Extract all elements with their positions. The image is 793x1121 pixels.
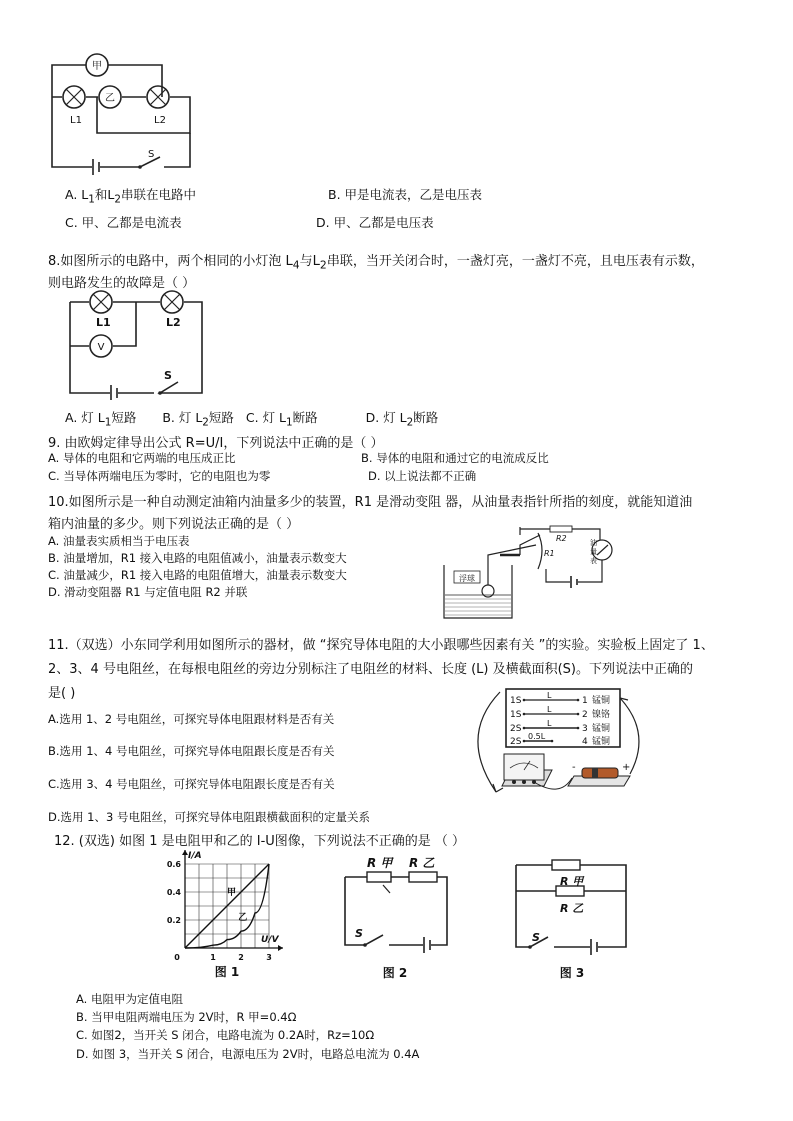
q8-option-a[interactable]: [65, 410, 137, 429]
resistor-r2: [550, 526, 572, 532]
svg-text:4: 4: [582, 737, 588, 747]
svg-text:锰铜: 锰铜: [592, 696, 611, 706]
lamp-l2: [147, 86, 169, 126]
q10-oil-gauge-diagram: [440, 525, 630, 625]
ammeter-jia: [86, 54, 108, 76]
q8-a-post: 短路: [111, 410, 137, 425]
svg-text:0.5L: 0.5L: [528, 732, 546, 741]
q11-option-c[interactable]: C.选用 3、4 号电阻丝，可探究导体电阻跟长度是否有关: [48, 777, 335, 791]
q10-stem-line1: 10.如图所示是一种自动测定油箱内油量多少的装置，R1 是滑动变阻 器，从油量表指针所指的刻度，就能知道油: [48, 495, 693, 510]
svg-text:镍铬: 镍铬: [592, 710, 611, 720]
q8-a-pre: A. 灯 L: [65, 410, 105, 425]
q8-c-pre: C. 灯 L: [245, 410, 287, 425]
q11-stem-line3: 是( ): [48, 686, 76, 701]
q11-experiment-board: [470, 688, 650, 803]
svg-text:1S: 1S: [510, 696, 522, 706]
svg-text:锰铜: 锰铜: [592, 737, 611, 747]
svg-text:+: +: [622, 762, 631, 773]
series-label: 甲: [227, 887, 237, 898]
x-axis-label: U/V: [261, 935, 279, 945]
switch-s: [158, 369, 172, 395]
q7-option-a-sub2: 2: [114, 193, 121, 206]
svg-text:表: 表: [590, 557, 597, 565]
svg-text:-: -: [572, 762, 576, 773]
q9-option-d[interactable]: D. 以上说法都不正确: [368, 469, 477, 483]
svg-text:2S: 2S: [510, 737, 522, 747]
q8-c-post: 断路: [292, 410, 318, 425]
svg-text:L2: L2: [154, 115, 166, 126]
x-tick-label: 3: [266, 953, 272, 962]
q9-stem: 9. 由欧姆定律导出公式 R=U/I，下列说法中正确的是（ ）: [48, 436, 384, 451]
q9-option-c[interactable]: C. 当导体两端电压为零时，它的电阻也为零: [48, 469, 271, 483]
q10-option-a[interactable]: A. 油量表实质相当于电压表: [48, 534, 190, 548]
svg-text:油: 油: [590, 539, 597, 547]
lamp-l1: [90, 291, 112, 329]
svg-text:1S: 1S: [510, 710, 522, 720]
svg-text:S: S: [355, 927, 363, 940]
q7-option-a-sub1: 1: [88, 193, 95, 206]
svg-text:L: L: [547, 719, 552, 728]
q7-circuit-diagram: [40, 45, 220, 175]
q8-stem-sub2: 2: [319, 258, 327, 272]
q8-option-c[interactable]: [245, 410, 318, 429]
q8-stem-sub1: 4: [292, 258, 300, 272]
battery: [93, 159, 99, 175]
q11-option-a[interactable]: A.选用 1、2 号电阻丝，可探究导体电阻跟材料是否有关: [48, 712, 335, 726]
svg-text:图 3: 图 3: [559, 966, 585, 980]
q8-option-d[interactable]: [365, 410, 439, 429]
svg-text:R 乙: R 乙: [409, 856, 435, 870]
lamp-l1: [63, 86, 85, 126]
q8-c-sub: 1: [286, 416, 293, 429]
q8-d-post: 断路: [413, 410, 439, 425]
q8-stem-c: 串联，当开关闭合时，一盏灯亮，一盏灯不亮，且电压表有示数，: [326, 254, 704, 269]
svg-text:L: L: [547, 705, 552, 714]
q11-stem-line1: 11.（双选）小东同学利用如图所示的器材，做 “探究导体电阻的大小跟哪些因素有关 ”的实验。实验板上固定了 1、: [48, 638, 714, 653]
q8-b-pre: B. 灯 L: [162, 410, 203, 425]
y-tick-label: 0.2: [166, 916, 181, 925]
svg-text:L1: L1: [70, 115, 82, 126]
svg-text:R2: R2: [556, 534, 567, 543]
q9-option-b[interactable]: B. 导体的电阻和通过它的电流成反比: [361, 451, 549, 465]
svg-text:图 2: 图 2: [382, 966, 408, 980]
y-axis-label: I/A: [188, 851, 202, 861]
q12-fig2-series-circuit: [335, 855, 455, 985]
lamp-l2: [161, 291, 183, 329]
q8-options: [65, 408, 438, 429]
x-tick-label: 0: [174, 953, 180, 962]
q12-option-d[interactable]: D. 如图 3，当开关 S 闭合，电源电压为 2V时，电路总电流为 0.4A: [76, 1047, 420, 1061]
battery: [111, 385, 117, 400]
q9-option-a[interactable]: A. 导体的电阻和它两端的电压成正比: [48, 451, 236, 465]
svg-text:锰铜: 锰铜: [592, 724, 611, 734]
ammeter-device: [502, 754, 552, 786]
float-ball: [454, 550, 512, 597]
x-axis-arrow: [278, 945, 283, 951]
q10-option-b[interactable]: B. 油量增加，R1 接入电路的电阻值减小，油量表示数变大: [48, 551, 347, 565]
q11-stem-line2: 2、3、4 号电阻丝，在每根电阻丝的旁边分别标注了电阻丝的材料、长度 (L) 及横截面积(S)。下列说法中正确的: [48, 662, 693, 677]
svg-text:2S: 2S: [510, 724, 522, 734]
q12-iu-chart: [160, 850, 300, 985]
q8-option-b[interactable]: [162, 410, 234, 429]
svg-text:3: 3: [582, 724, 588, 734]
svg-text:甲: 甲: [92, 61, 102, 72]
q7-option-d[interactable]: D. 甲、乙都是电压表: [316, 215, 434, 230]
svg-text:R 甲: R 甲: [560, 875, 584, 888]
q12-fig3-parallel-circuit: [508, 855, 633, 985]
svg-text:R1: R1: [544, 549, 555, 558]
q7-option-a-suffix: 串联在电路中: [120, 187, 196, 202]
q12-option-c[interactable]: C. 如图2，当开关 S 闭合，电路电流为 0.2A时，Rz=10Ω: [76, 1028, 375, 1042]
q10-stem-line2: 箱内油量的多少。则下列说法正确的是（ ）: [48, 517, 300, 532]
svg-text:浮球: 浮球: [459, 574, 475, 583]
q7-option-c[interactable]: C. 甲、乙都是电流表: [65, 215, 182, 230]
q8-stem-b: 与L: [299, 254, 320, 269]
y-tick-label: 0.6: [166, 860, 181, 869]
q8-b-sub: 2: [202, 416, 209, 429]
svg-text:量: 量: [590, 548, 597, 556]
svg-text:2: 2: [582, 710, 588, 720]
x-tick-label: 1: [210, 953, 216, 962]
svg-text:L: L: [547, 691, 552, 700]
voltmeter: [90, 335, 112, 357]
q8-stem-a: 8.如图所示的电路中，两个相同的小灯泡 L: [48, 254, 293, 269]
svg-text:V: V: [97, 342, 105, 353]
x-tick-label: 2: [238, 953, 244, 962]
y-tick-label: 0.4: [166, 888, 181, 897]
q11-option-d[interactable]: D.选用 1、3 号电阻丝，可探究导体电阻跟横截面积的定量关系: [48, 810, 370, 824]
q8-a-sub: 1: [104, 416, 112, 429]
svg-text:R 甲: R 甲: [367, 856, 393, 870]
svg-text:L1: L1: [96, 316, 111, 329]
svg-text:R 乙: R 乙: [560, 902, 584, 915]
svg-text:L2: L2: [166, 316, 181, 329]
svg-text:S: S: [164, 369, 172, 382]
q12-option-a[interactable]: A. 电阻甲为定值电阻: [76, 992, 183, 1006]
q10-option-c[interactable]: C. 油量减少，R1 接入电路的电阻值增大，油量表示数变大: [48, 568, 347, 582]
q8-circuit-diagram: [60, 290, 210, 400]
battery-pack: [568, 762, 630, 786]
q11-option-b[interactable]: B.选用 1、4 号电阻丝，可探究导体电阻跟长度是否有关: [48, 744, 335, 758]
q8-stem-line2: 则电路发生的故障是（ ）: [48, 276, 196, 291]
q8-d-sub: 2: [406, 416, 414, 429]
meter-yi: [99, 86, 121, 108]
q7-option-a-prefix: A. L: [65, 187, 89, 202]
svg-text:乙: 乙: [105, 93, 115, 104]
q7-option-a-mid: 和L: [94, 187, 115, 202]
q10-option-d[interactable]: D. 滑动变阻器 R1 与定值电阻 R2 并联: [48, 585, 248, 599]
q8-b-post: 短路: [208, 410, 234, 425]
chart-title: 图 1: [214, 965, 240, 979]
series-label: 乙: [238, 913, 248, 923]
svg-text:1: 1: [582, 696, 588, 706]
svg-text:S: S: [148, 149, 155, 160]
q12-option-b[interactable]: B. 当甲电阻两端电压为 2V时，R 甲=0.4Ω: [76, 1010, 297, 1024]
q12-stem: 12. (双选) 如图 1 是电阻甲和乙的 I-U图像，下列说法不正确的是 （ ）: [54, 834, 466, 849]
switch-s: [138, 149, 154, 169]
q8-d-pre: D. 灯 L: [365, 410, 407, 425]
q7-option-b[interactable]: B. 甲是电流表，乙是电压表: [328, 187, 483, 202]
svg-text:S: S: [532, 931, 540, 944]
q8-stem-line1: [48, 250, 704, 272]
q7-option-a[interactable]: [65, 185, 196, 206]
